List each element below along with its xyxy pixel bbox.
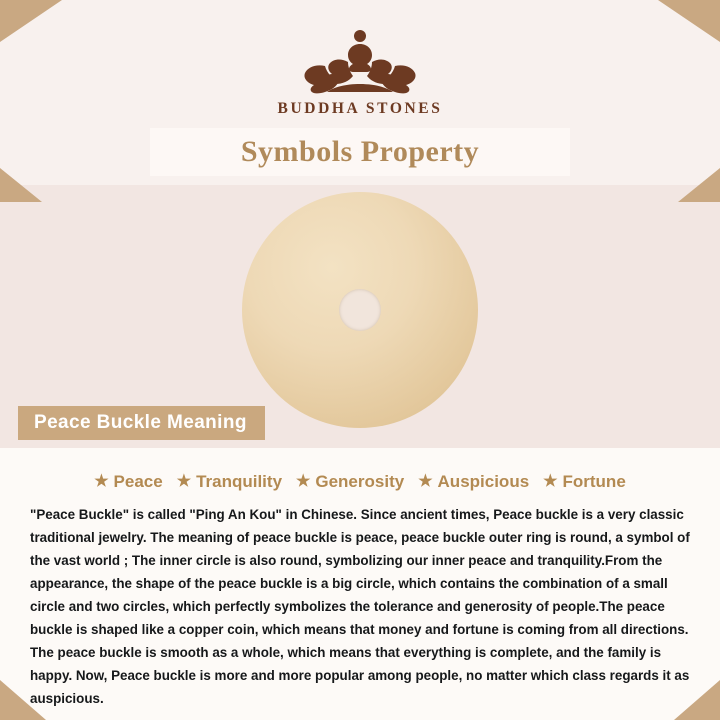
star-icon: ★ (176, 473, 192, 490)
description-paragraph: "Peace Buckle" is called "Ping An Kou" in Chinese. Since ancient times, Peace buckle is a very classic traditional jewelry. The meaning of peace buckle is peace, peace buckle outer ring is round, a symbol of the vast world ; The inner circle is also round, symbolizing our inner peace and tranquility.From the appearance, the shape of the peace buckle is a big circle, which contains the combination of a small circle and two circles, which perfectly symbolizes the tolerance and generosity of people.The peace buckle is shaped like a copper coin, which means that money and fortune is coming from all directions. The peace buckle is smooth as a whole, which means that everything is complete, and the family is happy. Now, Peace buckle is more and more popular among people, no matter which class regards it as auspicious. (30, 507, 690, 707)
star-icon: ★ (296, 473, 311, 490)
keyword-label: Tranquility (196, 472, 283, 491)
keyword-item (177, 472, 282, 492)
star-icon: ★ (94, 473, 109, 490)
keyword-label: Fortune (562, 472, 626, 491)
keyword-item (418, 472, 529, 492)
section-heading-label: Peace Buckle Meaning (34, 412, 247, 433)
peace-buckle-disc (242, 192, 478, 428)
lotus-meditation-icon (285, 22, 435, 94)
star-icon: ★ (543, 473, 558, 490)
page-title-banner (150, 128, 570, 176)
keyword-label: Generosity (315, 472, 405, 491)
keyword-label: Peace (113, 472, 163, 491)
product-image (0, 192, 720, 422)
disc-inner-hole (339, 289, 381, 331)
keyword-item (94, 472, 163, 492)
keyword-item (296, 472, 404, 492)
star-icon: ★ (418, 473, 433, 490)
keyword-label: Auspicious (437, 472, 530, 491)
page-title: Symbols Property (240, 135, 480, 168)
keyword-item (543, 472, 626, 492)
section-heading-bar (18, 406, 265, 440)
brand-logo (0, 22, 720, 118)
keyword-list (0, 472, 720, 492)
brand-name: BUDDHA STONES (277, 100, 443, 117)
